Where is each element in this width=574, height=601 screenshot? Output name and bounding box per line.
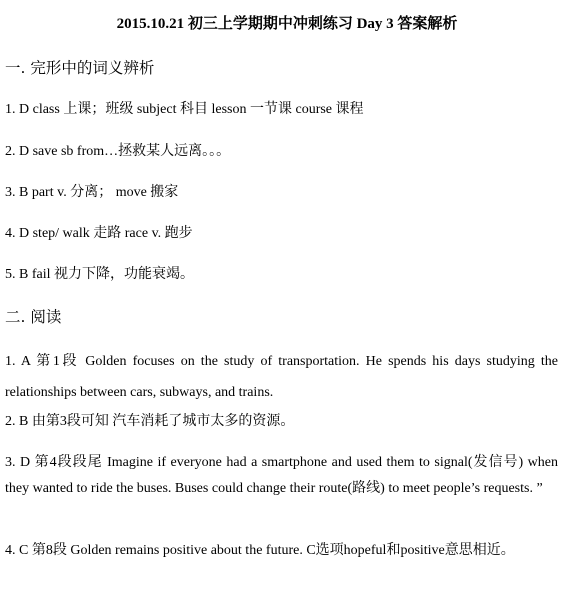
reading-answer-2: 2. B 由第3段可知 汽车消耗了城市太多的资源。 (5, 414, 295, 429)
reading-answer-4: 4. C 第8段 Golden remains positive about the future. C选项hopeful和positive意思相近。 (5, 543, 515, 558)
reading-answer-3: 3. D 第4段段尾 Imagine if everyone had a smartphone and used them to signal(发信号) when they wanted to ride the buses. Buses could change their route(路线) to meet people’s requests. ” (5, 455, 558, 496)
page-title: 2015.10.21 初三上学期期中冲刺练习 Day 3 答案解析 (116, 16, 458, 32)
cloze-answer-2: 2. D save sb from…拯救某人远离。。。 (5, 144, 231, 159)
cloze-answer-3: 3. B part v. 分离； move 搬家 (5, 185, 179, 200)
cloze-answer-1: 1. D class 上课；班级 subject 科目 lesson 一节课 course 课程 (5, 102, 364, 117)
cloze-answer-4: 4. D step/ walk 走路 race v. 跑步 (5, 226, 193, 241)
cloze-answer-5: 5. B fail 视力下降，功能衰竭。 (5, 267, 194, 282)
reading-answer-1: 1. A 第1段 Golden focuses on the study of transportation. He spends his days studying the relationships between cars, subways, and trains. (5, 354, 558, 400)
section-heading-cloze: 一. 完形中的词义辨析 (5, 59, 155, 77)
section-heading-reading: 二. 阅读 (5, 308, 62, 326)
